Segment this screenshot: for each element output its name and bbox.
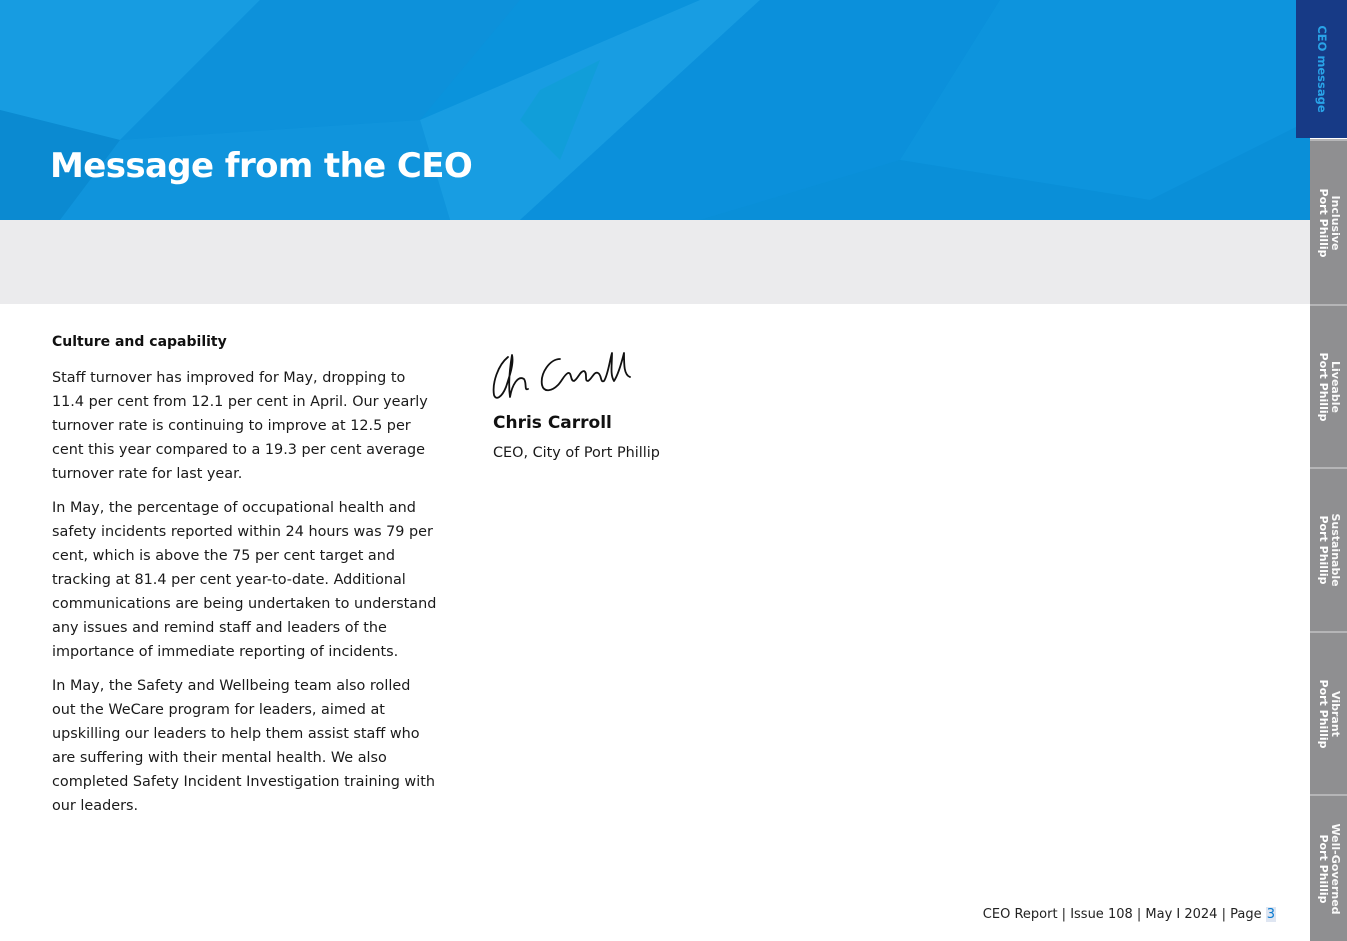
tab-well-governed[interactable]: [1310, 794, 1347, 941]
tab-vibrant[interactable]: [1310, 631, 1347, 794]
ceo-signature: [490, 345, 645, 405]
body-column: [52, 332, 437, 828]
tab-ceo-message-label: CEO message: [1314, 25, 1329, 113]
signatory-role: CEO, City of Port Phillip: [493, 445, 660, 461]
tab-ceo-message[interactable]: [1296, 0, 1347, 138]
tab-inclusive[interactable]: [1310, 139, 1347, 304]
tab-well-governed-label: [1317, 823, 1341, 914]
section-heading: Culture and capability: [52, 334, 227, 350]
paragraph-turnover: Staff turnover has improved for May, dropping to 11.4 per cent from 12.1 per cent in April. Our yearly turnover rate is continuing to improve at 12.5 per cent this year compared to a 19.3 per cent average turnover rate for last year.: [52, 370, 428, 482]
tab-sustainable[interactable]: [1310, 467, 1347, 631]
tab-liveable-label: [1317, 352, 1341, 421]
footer-text: CEO Report | Issue 108 | May I 2024 | Page: [982, 907, 1266, 922]
paragraph-wecare: In May, the Safety and Wellbeing team also rolled out the WeCare program for leaders, aimed at upskilling our leaders to help them assist staff who are suffering with their mental health. We also completed Safety Incident Investigation training with our leaders.: [52, 678, 435, 814]
page-number: 3: [1266, 907, 1275, 922]
tab-sustainable-line1: Sustainable: [1328, 513, 1342, 587]
page-footer: [983, 905, 1276, 925]
tab-vibrant-label: [1317, 679, 1341, 748]
banner-pattern: [0, 0, 1310, 220]
tab-vibrant-line2: Port Phillip: [1316, 679, 1330, 748]
tab-well-governed-line2: Port Phillip: [1316, 834, 1330, 903]
tab-liveable-line1: Liveable: [1328, 360, 1342, 413]
tab-liveable[interactable]: [1310, 304, 1347, 467]
signatory-name: Chris Carroll: [493, 413, 612, 433]
tab-vibrant-line1: Vibrant: [1328, 690, 1342, 737]
tab-inclusive-line2: Port Phillip: [1316, 188, 1330, 257]
page-title: Message from the CEO: [50, 146, 473, 186]
header-banner: [0, 0, 1310, 220]
paragraph-ohs: In May, the percentage of occupational health and safety incidents reported within 24 hours was 79 per cent, which is above the 75 per cent target and tracking at 81.4 per cent year-to-date. Additional communications are being undertaken to understand any issues and remind staff and leaders of the importance of immediate reporting of incidents.: [52, 500, 437, 660]
tab-sustainable-label: [1317, 513, 1341, 586]
tab-liveable-line2: Port Phillip: [1316, 352, 1330, 421]
tab-sustainable-line2: Port Phillip: [1316, 515, 1330, 585]
tab-inclusive-label: [1317, 188, 1341, 257]
tab-inclusive-line1: Inclusive: [1328, 194, 1342, 250]
header-band: [0, 220, 1310, 304]
section-tabs: [1296, 0, 1347, 941]
tab-well-governed-line1: Well-Governed: [1328, 822, 1342, 915]
